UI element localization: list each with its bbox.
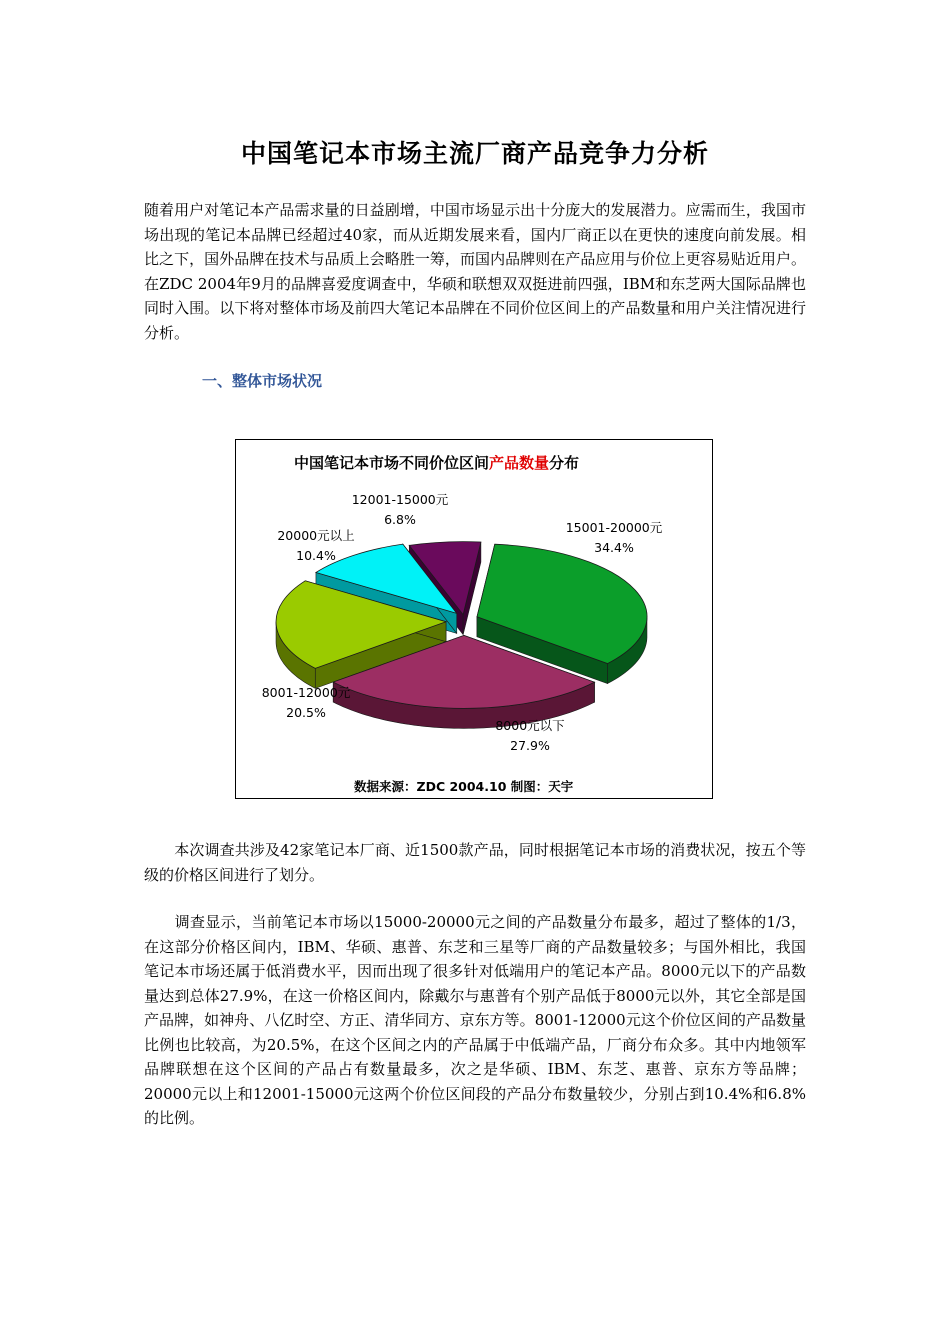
slice-value-2: 27.9% bbox=[510, 738, 550, 753]
document-title: 中国笔记本市场主流厂商产品竞争力分析 bbox=[240, 139, 709, 168]
slices-layer bbox=[276, 542, 647, 729]
section-heading: 一、整体市场状况 bbox=[202, 372, 323, 390]
slice-value-3: 20.5% bbox=[286, 705, 326, 720]
paragraph-survey: 本次调查共涉及42家笔记本厂商、近1500款产品，同时根据笔记本市场的消费状况，按五个等级的价格区间进行了划分。 bbox=[144, 841, 806, 884]
slice-label-3: 8001-12000元 bbox=[261, 685, 351, 700]
slice-value-5: 6.8% bbox=[384, 512, 416, 527]
chart-title bbox=[294, 454, 579, 472]
slice-label-1: 15001-20000元 bbox=[565, 520, 663, 535]
chart-title-highlight: 产品数量 bbox=[489, 454, 550, 472]
chart-source: 数据来源：ZDC 2004.10 制图：天宇 bbox=[354, 779, 574, 794]
pie-chart-svg bbox=[236, 440, 712, 798]
pie-chart bbox=[235, 439, 713, 799]
slice-label-5: 12001-15000元 bbox=[351, 492, 449, 507]
intro-paragraph: 随着用户对笔记本产品需求量的日益剧增，中国市场显示出十分庞大的发展潜力。应需而生，我国市场出现的笔记本品牌已经超过40家，而从近期发展来看，国内厂商正以在更快的速度向前发展。相比之下，国外品牌在技术与品质上会略胜一筹，而国内品牌则在产品应用与价位上更容易贴近用户。在ZDC 2004年9月的品牌喜爱度调查中，华硕和联想双双挺进前四强，IBM和东芝两大国际品牌也同时入围。以下将对整体市场及前四大笔记本品牌在不同价位区间上的产品数量和用户关注情况进行分析。 bbox=[144, 201, 806, 342]
slice-label-4: 20000元以上 bbox=[277, 528, 355, 543]
chart-title-part-1: 中国笔记本市场不同价位区间 bbox=[294, 454, 490, 472]
chart-title-part-3: 分布 bbox=[549, 454, 580, 472]
slice-label-2: 8000元以下 bbox=[495, 718, 565, 733]
paragraph-analysis: 调查显示，当前笔记本市场以15000-20000元之间的产品数量分布最多，超过了整体的1/3，在这部分价格区间内，IBM、华硕、惠普、东芝和三星等厂商的产品数量较多；与国外相比，我国笔记本市场还属于低消费水平，因而出现了很多针对低端用户的笔记本产品。8000元以下的产品数量达到总体27.9%，在这一价格区间内，除戴尔与惠普有个别产品低于8000元以外，其它全部是国产品牌，如神舟、八亿时空、方正、清华同方、京东方等。8001-12000元这个价位区间的产品数量比例也比较高，为20.5%，在这个区间之内的产品属于中低端产品，厂商分布众多。其中内地领军品牌联想在这个区间的产品占有数量最多，次之是华硕、IBM、东芝、惠普、京东方等品牌；20000元以上和12001-15000元这两个价位区间段的产品分布数量较少，分别占到10.4%和6.8%的比例。 bbox=[144, 913, 806, 1127]
slice-value-4: 10.4% bbox=[296, 548, 336, 563]
slice-value-1: 34.4% bbox=[594, 540, 634, 555]
